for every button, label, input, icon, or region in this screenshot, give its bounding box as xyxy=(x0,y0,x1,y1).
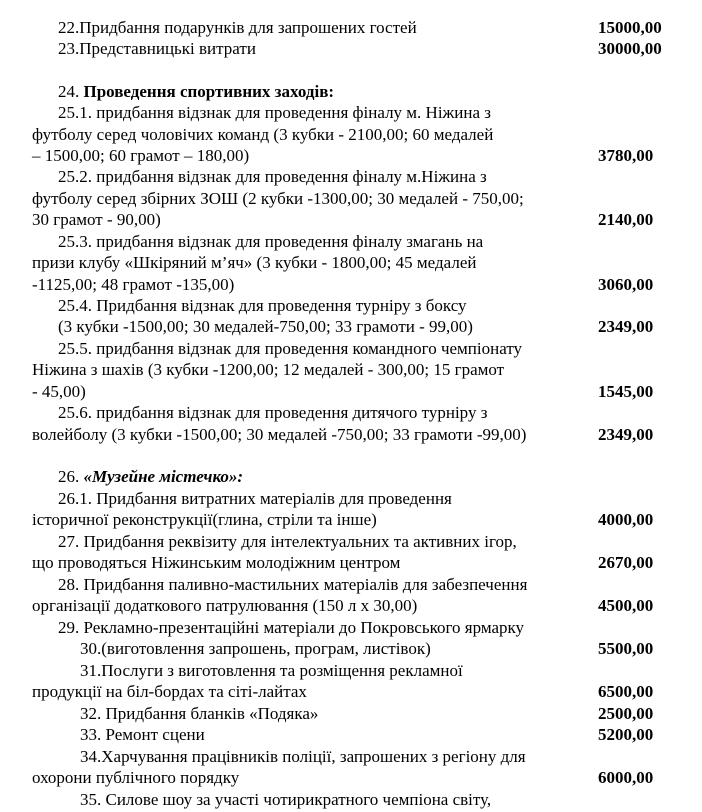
item-35-line-1: 35. Силове шоу за участі чотирикратного чемпіона світу, xyxy=(80,790,492,809)
section-26-heading xyxy=(58,466,243,487)
item-25-5-line-1: 25.5. придбання відзнак для проведення командного чемпіонату xyxy=(58,339,523,358)
item-26-1-line-2: історичної реконструкції(глина, стріли та інше) xyxy=(32,510,377,529)
item-34-line-2: охорони публічного порядку xyxy=(32,768,240,787)
section-26-title: «Музейне містечко»: xyxy=(83,467,244,486)
item-25-3-line-3: -1125,00; 48 грамот -135,00) xyxy=(32,275,235,294)
item-33-amount: 5200,00 xyxy=(598,725,654,744)
item-25-3-line-1: 25.3. придбання відзнак для проведення фіналу змагань на xyxy=(58,232,484,251)
item-27-amount: 2670,00 xyxy=(598,553,654,572)
item-27-line-2: що проводяться Ніжинським молодіжним центром xyxy=(32,553,401,572)
item-30-amount: 5500,00 xyxy=(598,639,654,658)
item-23-line-1: 23.Представницькі витрати xyxy=(58,39,256,58)
item-25-6-line-2: волейболу (3 кубки -1500,00; 30 медалей -750,00; 33 грамоти -99,00) xyxy=(32,425,527,444)
item-26-1-amount: 4000,00 xyxy=(598,510,654,529)
item-28-line-1: 28. Придбання паливно-мастильних матеріалів для забезпечення xyxy=(58,575,528,594)
item-22-line-1: 22.Придбання подарунків для запрошених гостей xyxy=(58,18,417,37)
item-25-2-line-1: 25.2. придбання відзнак для проведення фіналу м.Ніжина з xyxy=(58,167,487,186)
item-26-1-line-1: 26.1. Придбання витратних матеріалів для проведення xyxy=(58,489,452,508)
item-30-line-1: 30.(виготовлення запрошень, програм, листівок) xyxy=(80,639,431,658)
item-27-line-1: 27. Придбання реквізиту для інтелектуальних та активних ігор, xyxy=(58,532,517,551)
item-25-2-amount: 2140,00 xyxy=(598,210,654,229)
item-31-amount: 6500,00 xyxy=(598,682,654,701)
item-25-5-line-2: Ніжина з шахів (3 кубки -1200,00; 12 медалей - 300,00; 15 грамот xyxy=(32,360,505,379)
item-31-line-1: 31.Послуги з виготовлення та розміщення рекламної xyxy=(80,661,463,680)
section-24-number: 24. xyxy=(58,82,84,101)
item-25-3-line-2: призи клубу «Шкіряний м’яч» (3 кубки - 1800,00; 45 медалей xyxy=(32,253,477,272)
item-25-2-line-3: 30 грамот - 90,00) xyxy=(32,210,161,229)
item-28-line-2: організації додаткового патрулювання (150 л х 30,00) xyxy=(32,596,418,615)
item-25-6-amount: 2349,00 xyxy=(598,425,654,444)
item-25-6-line-1: 25.6. придбання відзнак для проведення дитячого турніру з xyxy=(58,403,488,422)
item-25-3-amount: 3060,00 xyxy=(598,275,654,294)
section-24-title: Проведення спортивних заходів: xyxy=(83,82,335,101)
item-25-5-line-3: - 45,00) xyxy=(32,382,86,401)
item-34-line-1: 34.Харчування працівників поліції, запрошених з регіону для xyxy=(80,747,526,766)
item-25-1-line-1: 25.1. придбання відзнак для проведення фіналу м. Ніжина з xyxy=(58,103,492,122)
item-25-1-line-2: футболу серед чоловічих команд (3 кубки - 2100,00; 60 медалей xyxy=(32,125,494,144)
item-32-amount: 2500,00 xyxy=(598,704,654,723)
item-29-line-1: 29. Рекламно-презентаційні матеріали до Покровського ярмарку xyxy=(58,618,525,637)
item-31-line-2: продукції на біл-бордах та сіті-лайтах xyxy=(32,682,307,701)
item-23-amount: 30000,00 xyxy=(598,39,662,58)
item-22-amount: 15000,00 xyxy=(598,18,662,37)
item-34-amount: 6000,00 xyxy=(598,768,654,787)
item-33-line-1: 33. Ремонт сцени xyxy=(80,725,205,744)
item-25-1-line-3: – 1500,00; 60 грамот – 180,00) xyxy=(32,146,250,165)
item-25-4-line-1: 25.4. Придбання відзнак для проведення турніру з боксу xyxy=(58,296,467,315)
item-25-4-line-2: (3 кубки -1500,00; 30 медалей-750,00; 33 грамоти - 99,00) xyxy=(58,317,473,336)
item-25-4-amount: 2349,00 xyxy=(598,317,654,336)
item-25-2-line-2: футболу серед збірних ЗОШ (2 кубки -1300,00; 30 медалей - 750,00; xyxy=(32,189,524,208)
item-25-5-amount: 1545,00 xyxy=(598,382,654,401)
item-28-amount: 4500,00 xyxy=(598,596,654,615)
item-32-line-1: 32. Придбання бланків «Подяка» xyxy=(80,704,319,723)
section-24-heading xyxy=(58,81,334,102)
item-25-1-amount: 3780,00 xyxy=(598,146,654,165)
section-26-number: 26. xyxy=(58,467,84,486)
